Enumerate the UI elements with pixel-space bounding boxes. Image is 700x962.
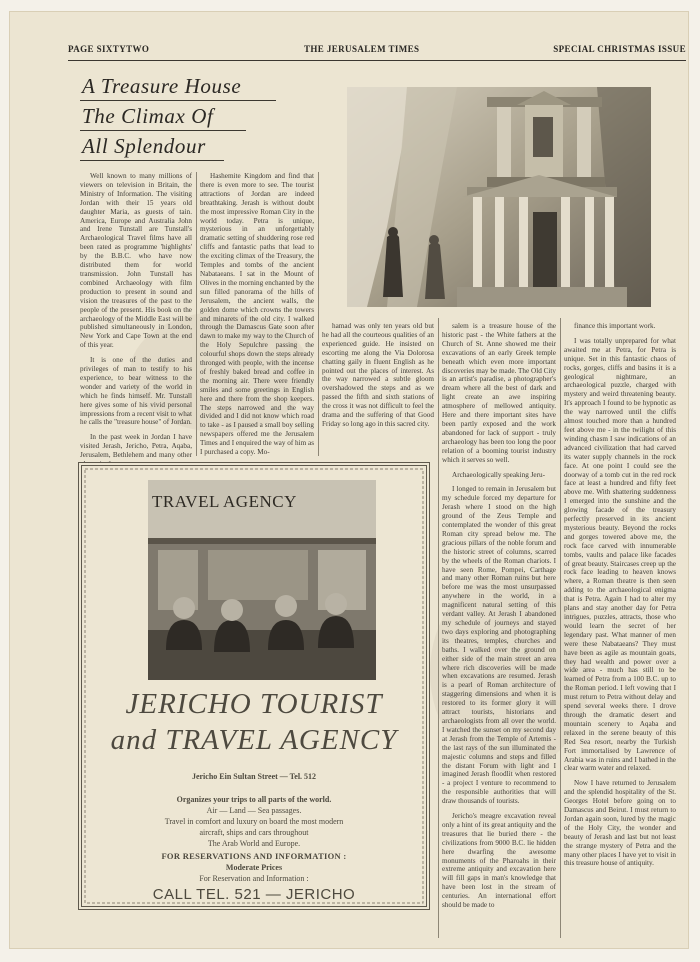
paragraph: I longed to remain in Jerusalem but my schedule forced my departure for Jerash where I stood on the high ground of the Zeus Temple and contemplated the wonder of this great Roman city spread below me. The gracious pillars of the noble forum and the historic street of columns, scarred by the wheels of the Roman chariots. I have seen Rome, Pompei, Carthage and many other Roman ruins but here before me was the most unsurpassed anywhere in the world, in a magnificent natural setting of this verdant valley. At Jerash I abandoned my schedule of journeys and stayed two days exploring and photographing its theatres, temples, churches and baths. I walked over the ground on either side of the main street an area where rich discoveries will be made when excavations are resumed. Jerash is a pearl of Roman architecture of staggering dimensions and when it is restored to its former glory it will attract tourists, historians and archaeologists from all over the world. I watched the sunset on my second day at Jerash from the Temple of Artemis - the last rays of the sun illuminated the majestic columns and steps and filled the distant Forum with light and I imagined Jerash floodlit when restored - a project I venture to recommend to the responsible authorities that will draw thousands of tourists.	[442, 485, 556, 806]
ad-phone-call: CALL TEL. 521 — JERICHO	[152, 886, 356, 903]
ad-title-line-1: JERICHO TOURIST	[125, 688, 383, 720]
paragraph: salem is a treasure house of the historic past - the White fathers at the Church of St. Anne showed me their excavations of an early Greek temple beneath which even more important discoveries may be made. The Old City is an artist's paradise, a photographer's dream where all the best of dark and light create an awe inspiring atmosphere of mellowed antiquity. Here and there important sites have been partly exposed and the work abandoned for lack of support - truly archaeology has been too long the poor relation of a booming tourist industry which it serves so well.	[442, 322, 556, 464]
headline-line: All Splendour	[80, 132, 224, 161]
ad-prices: Moderate Prices	[225, 863, 283, 872]
article-column-4	[442, 322, 556, 936]
ad-comfort-line: aircraft, ships and cars throughout	[199, 828, 309, 837]
masthead: THE JERUSALEM TIMES	[304, 44, 420, 54]
page-number: PAGE SIXTYTWO	[68, 44, 150, 54]
paragraph: finance this important work.	[574, 322, 656, 330]
ad-address: Jericho Ein Sultan Street — Tel. 512	[191, 772, 317, 781]
paragraph: Archaeologically speaking Jeru-	[452, 470, 546, 479]
ad-reservations-heading: FOR RESERVATIONS AND INFORMATION :	[161, 851, 347, 861]
ad-travel-modes: Air — Land — Sea passages.	[206, 806, 302, 815]
article-column-3	[322, 322, 434, 444]
paragraph: I was totally unprepared for what awaited me at Petra, for Petra is unique. Set in this fantastic chaos of rocks, gorges, cliffs and basins it is a geological nightmare, an archaeological puzzle, charged with mystery and weird threatening beauty. It's approach I found to be hypnotic as the way narrowed until the cliffs almost touched more than a hundred feet above me - in the twilight of this winding chasm I saw indications of an advanced civilization that had carved its water supply channels in the rock face. At one point I could see the doorway of a tomb cut in the red rock face at least a hundred and fifty feet above me. With shattering suddenness I emerged into the sunshine and the glowing facade of the treasury perfectly preserved in its ancient mysterious beauty. Beyond the rocks and gorges towered above me, the rock face carved with innumerable tombs, vaults and palace like facades of great beauty. Staircases creep up the rock face leading to heaven knows where, a Roman theatre is then seen adding to the archaeological enigma that is Petra. Again I had to alter my plans and stay another day for Petra intrigues, puzzles, attracts, those who would learn the secret of her legendary past. What manner of men were these Nabataeans? They must have been as agile as mountain goats, they had wealth and power over a wide area - much has still to be learned of Petra from a 100 B.C. up to the Roman period. I left vowing that I must return to Petra without delay and spend several weeks there. I drove through the dramatic desert and mountain scenery to Aqaba and relaxed in the serene beauty of this Red Sea resort, nearby the Turkish Fort immortalised by Lawrence of Arabia was in ruins and I bathed in the clear warm water and relaxed.	[564, 336, 676, 773]
paragraph: It is one of the duties and privileges of man to testify to his experience, to bear witness to the wonder and variety of the world in which he finds himself. Mr. Tunstall here gives some of his vivid personal impressions from a recent visit to what he calls the "treasure house" of Jordan.	[80, 356, 192, 427]
issue-label: SPECIAL CHRISTMAS ISSUE	[553, 44, 686, 54]
travel-agency-advertisement	[78, 462, 430, 910]
paragraph: Well known to many millions of viewers on television in Britain, the Ministry of Information. The visiting Jordan with their 15 years old daughter Maria, as guests of tain. America, Europe and Australia John and Irene Tunstall are Tunstall's Archaeological Travel films have all been rated as programme 'highlights' by the B.B.C. who have now distributed them for world transmission. John Tunstall has combined Archaeology with film production to present in sound and vision the treasures of the past to the people of the present. His book on the archaeology of the Middle East will be published simultaneously in London, New York and Cape Town at the end of this year.	[80, 172, 192, 350]
headline-line: The Climax Of	[80, 102, 246, 131]
paragraph: Now I have returned to Jerusalem and the splendid hospitality of the St. Georges Hotel before going on to Damascus and Beirut. I must return to Jordan again soon, lured by the magic of the Holy City, the wonder and beauty of Jerash and last but not least the strange mystery of Petra and the many other places I have yet to visit in this treasure house of antiquity.	[564, 779, 676, 868]
petra-facade-illustration	[347, 87, 651, 307]
agency-office-photo	[148, 480, 376, 680]
paragraph: Jericho's meagre excavation reveal only a hint of its great antiquity and the treasures that lie buried there - the civilizations from 9000 B.C. lie hidden here dwarfing the awesome monuments of the Pharoahs in their extreme antiquity and excavation here will fill gaps in man's knowledge that have been lost in the stream of centuries. An international effort should be made to	[442, 812, 556, 910]
article-column-2	[200, 172, 314, 456]
header-rule	[68, 60, 686, 61]
office-sign-text: TRAVEL AGENCY	[152, 492, 297, 511]
ad-reservation-info: For Reservation and Information :	[199, 874, 309, 883]
column-rule	[196, 172, 197, 456]
paragraph: Hashemite Kingdom and find that there is even more to see. The tourist attractions of Jordan are indeed breathtaking. Jerash is without doubt the most impressive Roman City in the world today. Petra is unique, mysterious in an unforgettably dramatic setting of shuddering rose red cliffs and fantastic paths that lead to the exciting climax of the Treasury, the Temples and tombs of the ancient Nabataeans. I sat in the Mount of Olives in the morning enchanted by the sun filled panorama of the hills of Jerusalem, the ancient walls, the golden dome which crowns the towers and minarets of the old city. I walked through the Damascus Gate soon after dawn to make my way to the Church of the Holy Sepulchre passing the colourful shops down the steps already thronged with people, with the incense of freshly baked bread and coffee in the morning air. There were friendly smiles and some greetings in English here and there from the shop keepers. The steps narrowed and the way divided and I did not know which road to take - as I paused a small boy selling newspapers offered me the Jerusalem Times and I enquired the way of him as I purchased a copy. Mo-	[200, 172, 314, 457]
article-column-5	[564, 322, 676, 936]
running-head	[68, 44, 686, 60]
article-column-1	[80, 172, 192, 458]
ad-tagline: Organizes your trips to all parts of the world.	[176, 795, 332, 804]
column-rule	[318, 172, 319, 456]
paragraph: hamad was only ten years old but he had all the courteous qualities of an experienced guide. He insisted on escorting me along the Via Dolorosa chatting gaily in fluent English as he pointed out the places of interest. As the way narrowed a subtle gloom overshadowed the steps and as we passed the fifth and sixth stations of the cross it was not difficult to feel the drama and the suffering of that Good Friday so long ago in this sacred city.	[322, 322, 434, 428]
column-rule	[560, 318, 561, 938]
ad-comfort-line: Travel in comfort and luxury on board the most modern	[164, 817, 344, 826]
petra-treasury-photo	[347, 87, 651, 307]
article-headline	[80, 72, 290, 162]
headline-line: A Treasure House	[80, 72, 276, 101]
paragraph: In the past week in Jordan I have visited Jerash, Jericho, Petra, Aqaba, Jerusalem, Bethlehem and many other	[80, 433, 192, 460]
column-rule	[438, 318, 439, 938]
ad-title-line-2: and TRAVEL AGENCY	[110, 724, 398, 756]
ad-region-line: The Arab World and Europe.	[207, 839, 301, 848]
